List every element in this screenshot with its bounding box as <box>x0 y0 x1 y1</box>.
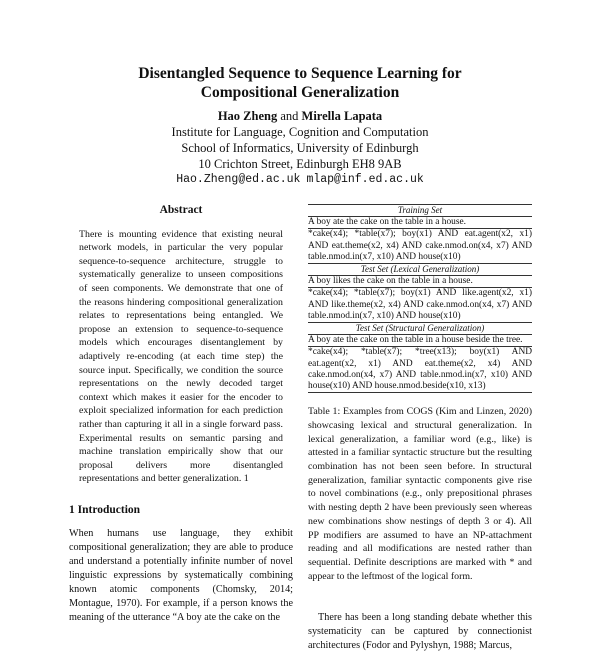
paper-title <box>0 64 600 102</box>
logical-form: *cake(x4); *table(x7); boy(x1) AND eat.agent(x2, x1) AND eat.theme(x2, x4) AND cake.nmod.on(x4, x7) AND table.nmod.in(x7, x10) AND house(x10) <box>308 229 532 262</box>
author-1: Hao Zheng <box>217 109 278 123</box>
author-and: and <box>277 109 302 123</box>
right-body <box>308 611 532 653</box>
introduction-heading: 1 Introduction <box>69 503 141 516</box>
introduction-text: When humans use language, they exhibit compositional generalization; they are able to produce and understand a potentially infinite number of novel linguistic expressions by systematically combining known atomic components (Chomsky, 2014; Montague, 1970). For example, if a person knows the meaning of the utterance “A boy ate the cake on the <box>69 528 293 624</box>
lexical-test-block <box>308 264 532 323</box>
email-1: Hao.Zheng@ed.ac.uk <box>176 173 301 186</box>
logical-form: *cake(x4); *table(x7); boy(x1) AND like.agent(x2, x1) AND like.theme(x2, x4) AND cake.nmod.on(x4, x7) AND table.nmod.in(x7, x10) AND house(x10) <box>308 288 532 321</box>
set-title: Training Set <box>308 205 532 217</box>
cogs-examples-table <box>308 204 532 393</box>
abstract <box>69 228 293 486</box>
affiliation-line-1: Institute for Language, Cognition and Computation <box>171 125 429 139</box>
abstract-heading: Abstract <box>159 204 203 216</box>
table-caption-text: Table 1: Examples from COGS (Kim and Linzen, 2020) showcasing lexical and structural generalization. In lexical generalization, a familiar word (e.g., like) is attested in a familiar syntactic structure but the resulting combination has not been seen before. In structural generalization, familiar syntactic components give rise to novel combinations (e.g., only prepositional phrases with nesting depth 2 have been previously seen whereas new combinations show nestings of depth 3 or 4). All PP modifiers are assumed to have an NP-attachment reading and all modifications are nested rather than sequential. Definite descriptions are marked with * and appear to the leftmost of the logical form. <box>308 406 532 582</box>
title-line-1: Disentangled Sequence to Sequence Learning for <box>138 65 462 82</box>
table-caption <box>308 405 532 583</box>
training-set-block <box>308 205 532 264</box>
introduction <box>69 527 293 625</box>
example-sentence: A boy likes the cake on the table in a house. <box>308 276 532 288</box>
right-column <box>308 204 532 653</box>
abstract-text: There is mounting evidence that existing neural network models, in particular the very popular sequence-to-sequence architecture, struggle to systematically generalize to unseen compositions of seen components. We demonstrate that one of the reasons hindering compositional generalization relates to representations being entangled. We propose an extension to sequence-to-sequence models which encourages disentanglement by adaptively re-encoding (at each time step) the source input. Specifically, we condition the source representations on the newly decoded target context which makes it easier for the encoder to exploit specialized information for each prediction rather than capturing it all in a single forward pass. Experimental results on semantic parsing and machine translation empirically show that our proposal delivers more disentangled representations and better generalization. 1 <box>79 228 283 485</box>
author-block <box>0 108 600 188</box>
example-sentence: A boy ate the cake on the table in a house. <box>308 217 532 229</box>
set-title: Test Set (Structural Generalization) <box>308 323 532 335</box>
author-2: Mirella Lapata <box>301 109 383 123</box>
affiliation-line-3: 10 Crichton Street, Edinburgh EH8 9AB <box>198 157 402 171</box>
author-names <box>0 108 600 124</box>
title-line-2: Compositional Generalization <box>200 84 400 101</box>
logical-form: *cake(x4); *table(x7); *tree(x13); boy(x1) AND eat.agent(x2, x1) AND eat.theme(x2, x4) AND cake.nmod.on(x4, x7) AND table.nmod.in(x7, x10) AND house(x10) AND house.nmod.beside(x10, x13) <box>308 347 532 392</box>
left-column <box>69 204 293 625</box>
affiliation-line-2: School of Informatics, University of Edinburgh <box>181 141 419 155</box>
author-emails <box>0 172 600 188</box>
email-2: mlap@inf.ed.ac.uk <box>306 173 424 186</box>
structural-test-block <box>308 323 532 392</box>
body-paragraph: There has been a long standing debate whether this systematicity can be captured by connectionist architectures (Fodor and Pylyshyn, 1988; Marcus, <box>308 612 532 652</box>
set-title: Test Set (Lexical Generalization) <box>308 264 532 276</box>
example-sentence: A boy ate the cake on the table in a house beside the tree. <box>308 335 532 347</box>
